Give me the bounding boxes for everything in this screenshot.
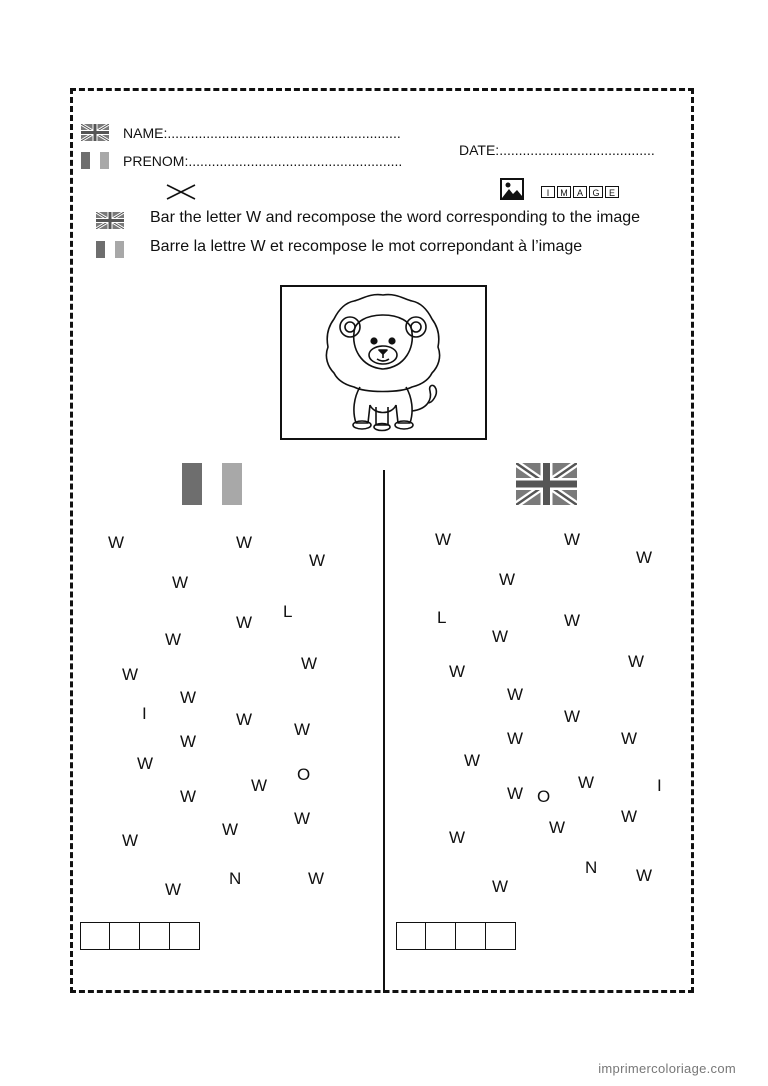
letter[interactable]: W: [507, 784, 524, 803]
letter[interactable]: W: [564, 707, 581, 726]
letter[interactable]: W: [507, 729, 524, 748]
answer-box[interactable]: [140, 922, 170, 950]
letter[interactable]: L: [437, 608, 447, 627]
letter[interactable]: W: [564, 530, 581, 549]
lion-picture: [280, 285, 487, 440]
answer-box[interactable]: [426, 922, 456, 950]
letter[interactable]: W: [507, 685, 524, 704]
letter[interactable]: L: [283, 602, 293, 621]
letter[interactable]: W: [180, 787, 197, 806]
letter[interactable]: W: [578, 773, 595, 792]
letter[interactable]: W: [435, 530, 452, 549]
letter[interactable]: W: [492, 877, 509, 896]
answer-box[interactable]: [170, 922, 200, 950]
prenom-field[interactable]: PRENOM:.......................................................: [123, 153, 403, 169]
french-flag-icon: [81, 152, 109, 169]
tile-letter: E: [605, 186, 619, 198]
letter[interactable]: W: [137, 754, 154, 773]
tile-letter: I: [541, 186, 555, 198]
name-field[interactable]: NAME:............................................................: [123, 125, 401, 141]
column-divider: [383, 470, 385, 993]
letter[interactable]: W: [294, 720, 311, 739]
letter[interactable]: W: [180, 688, 197, 707]
letter[interactable]: W: [172, 573, 189, 592]
image-icon: [500, 178, 524, 205]
letter[interactable]: O: [537, 787, 551, 806]
letter[interactable]: W: [236, 710, 253, 729]
answer-box[interactable]: [396, 922, 426, 950]
tile-letter: A: [573, 186, 587, 198]
letter[interactable]: O: [297, 765, 311, 784]
letter[interactable]: W: [449, 662, 466, 681]
letter[interactable]: W: [549, 818, 566, 837]
letter[interactable]: W: [236, 533, 253, 552]
letter[interactable]: W: [251, 776, 268, 795]
letter[interactable]: W: [464, 751, 481, 770]
letter[interactable]: W: [636, 866, 653, 885]
letter[interactable]: W: [180, 732, 197, 751]
image-word-tiles: [541, 186, 619, 198]
letter[interactable]: W: [308, 869, 325, 888]
answer-box[interactable]: [80, 922, 110, 950]
letter[interactable]: W: [309, 551, 326, 570]
tile-letter: G: [589, 186, 603, 198]
letter[interactable]: W: [499, 570, 516, 589]
french-flag-icon: [182, 463, 242, 505]
letter[interactable]: W: [564, 611, 581, 630]
letter[interactable]: W: [621, 807, 638, 826]
letter[interactable]: W: [492, 627, 509, 646]
letter[interactable]: N: [585, 858, 598, 877]
letter[interactable]: I: [142, 704, 147, 723]
left-answer-boxes: [80, 922, 200, 950]
letter[interactable]: N: [229, 869, 242, 888]
instruction-english: Bar the letter W and recompose the word corresponding to the image: [150, 209, 641, 226]
letter[interactable]: W: [222, 820, 239, 839]
letter[interactable]: W: [621, 729, 638, 748]
letter[interactable]: W: [122, 831, 139, 850]
letter[interactable]: W: [165, 630, 182, 649]
scissors-icon: [165, 183, 197, 206]
letter[interactable]: W: [122, 665, 139, 684]
site-footer: imprimercoloriage.com: [598, 1061, 736, 1076]
letter[interactable]: I: [657, 776, 662, 795]
letter[interactable]: W: [301, 654, 318, 673]
letter[interactable]: W: [294, 809, 311, 828]
answer-box[interactable]: [110, 922, 140, 950]
uk-flag-icon: [96, 212, 124, 229]
answer-box[interactable]: [456, 922, 486, 950]
answer-box[interactable]: [486, 922, 516, 950]
uk-flag-icon: [81, 124, 109, 141]
letter[interactable]: W: [236, 613, 253, 632]
letter[interactable]: W: [636, 548, 653, 567]
right-answer-boxes: [396, 922, 516, 950]
instruction-french: Barre la lettre W et recompose le mot correpondant à l’image: [150, 238, 583, 255]
lion-icon: [282, 287, 485, 438]
letter[interactable]: W: [628, 652, 645, 671]
tile-letter: M: [557, 186, 571, 198]
letter[interactable]: W: [165, 880, 182, 899]
letter[interactable]: W: [449, 828, 466, 847]
date-field[interactable]: DATE:........................................: [459, 142, 655, 158]
uk-flag-icon: [516, 463, 577, 510]
french-flag-icon: [96, 241, 124, 258]
letter[interactable]: W: [108, 533, 125, 552]
